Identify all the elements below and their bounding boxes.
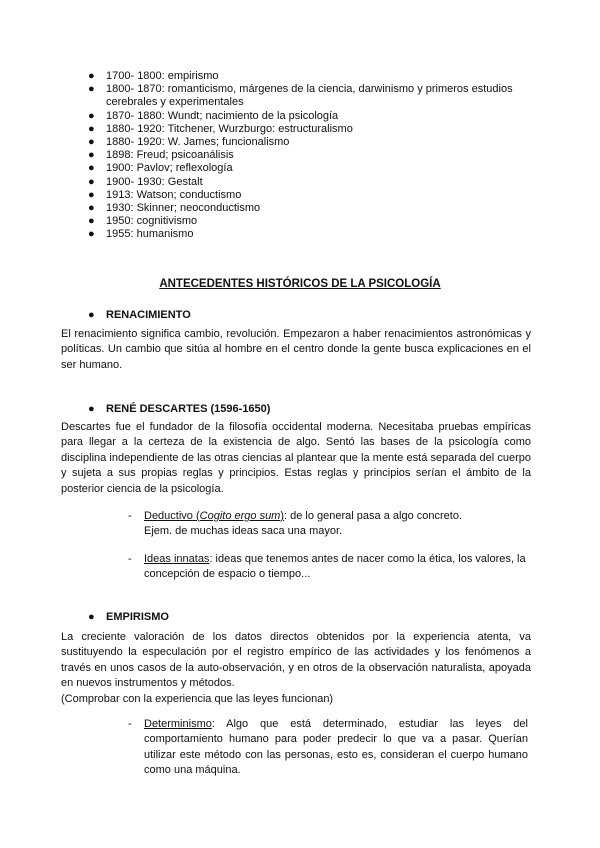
section-title: ANTECEDENTES HISTÓRICOS DE LA PSICOLOGÍA (159, 278, 441, 290)
timeline-item: ● 1950: cognitivismo (88, 215, 198, 228)
bullet-icon: ● (88, 109, 95, 122)
timeline-item: ● 1880- 1920: Titchener, Wurzburgo: estructuralismo (88, 122, 353, 135)
subitem-determinismo: - Determinismo: Algo que está determinado, estudiar las leyes del comportamiento humano para poder predecir lo que va a pasar. Querían utilizar este método con las personas, esto es, consideran el cuerpo humano como una máquina. (128, 718, 528, 777)
dash-icon: - (128, 510, 132, 522)
heading-renacimiento: ● RENACIMIENTO (88, 309, 191, 321)
subitem-deductivo: - Deductivo (Cogito ergo sum): de lo general pasa a algo concreto. Ejem. de muchas ideas saca una mayor. (128, 510, 462, 538)
paragraph-descartes: Descartes fue el fundador de la filosofía occidental moderna. Necesitaba pruebas empíricas para llegar a la certeza de la existencia de algo. Sentó las bases de la psicología como disciplina independiente de las otras ciencias al plantear que la mente está separada del cuerpo y sujeta a sus propias reglas y principios. Estas reglas y principios serían el ámbito de la posterior ciencia de la psicología. (61, 421, 531, 495)
timeline-item: ● 1900- 1930: Gestalt (88, 175, 203, 188)
bullet-icon: ● (88, 83, 95, 96)
bullet-icon: ● (88, 309, 95, 321)
bullet-icon: ● (88, 403, 95, 415)
bullet-icon: ● (88, 188, 95, 201)
timeline-item: ● 1700- 1800: empirismo (88, 70, 219, 82)
bullet-icon: ● (88, 136, 95, 149)
bullet-icon: ● (88, 228, 95, 241)
bullet-icon: ● (88, 122, 95, 135)
bullet-icon: ● (88, 162, 95, 175)
timeline-item: ● 1800- 1870: romanticismo, márgenes de la ciencia, darwinismo y primeros estudios cerebrales y experimentales (88, 83, 513, 109)
timeline-item: ● 1913: Watson; conductismo (88, 188, 242, 201)
timeline-list (88, 70, 528, 242)
timeline-item: ● 1955: humanismo (88, 228, 194, 241)
timeline-item: ● 1898: Freud; psicoanálisis (88, 149, 234, 162)
heading-descartes: ● RENÉ DESCARTES (1596-1650) (88, 403, 271, 415)
timeline-item: ● 1870- 1880: Wundt; nacimiento de la psicología (88, 109, 339, 122)
dash-icon: - (128, 553, 132, 565)
heading-empirismo: ● EMPIRISMO (88, 611, 169, 623)
paragraph-empirismo: La creciente valoración de los datos directos obtenidos por la experiencia atenta, va sustituyendo la especulación por el registro empírico de las actividades y los fenómenos a través en unos casos de la auto-observación, y en otros de la observación naturalista, apoyada en nuevos instrumentos y métodos. (Comprobar con la experiencia que las leyes funcionan) (61, 630, 531, 707)
bullet-icon: ● (88, 70, 95, 82)
timeline-item: ● 1880- 1920: W. James; funcionalismo (88, 136, 290, 149)
dash-icon: - (128, 718, 132, 730)
bullet-icon: ● (88, 175, 95, 188)
bullet-icon: ● (88, 215, 95, 228)
timeline-item: ● 1900: Pavlov; reflexología (88, 162, 233, 175)
timeline-item: ● 1930: Skinner; neoconductismo (88, 202, 261, 215)
subitem-ideas-innatas: - Ideas innatas: ideas que tenemos antes de nacer como la ética, los valores, la concepción de espacio o tiempo... (128, 553, 526, 581)
bullet-icon: ● (88, 611, 95, 623)
bullet-icon: ● (88, 149, 95, 162)
empirismo-note: (Comprobar con la experiencia que las leyes funcionan) (61, 692, 334, 705)
paragraph-renacimiento: El renacimiento significa cambio, revolución. Empezaron a haber renacimientos astronómicas y políticas. Un cambio que sitúa al hombre en el centro donde la gente busca explicaciones en el ser humano. (61, 328, 531, 371)
bullet-icon: ● (88, 202, 95, 215)
